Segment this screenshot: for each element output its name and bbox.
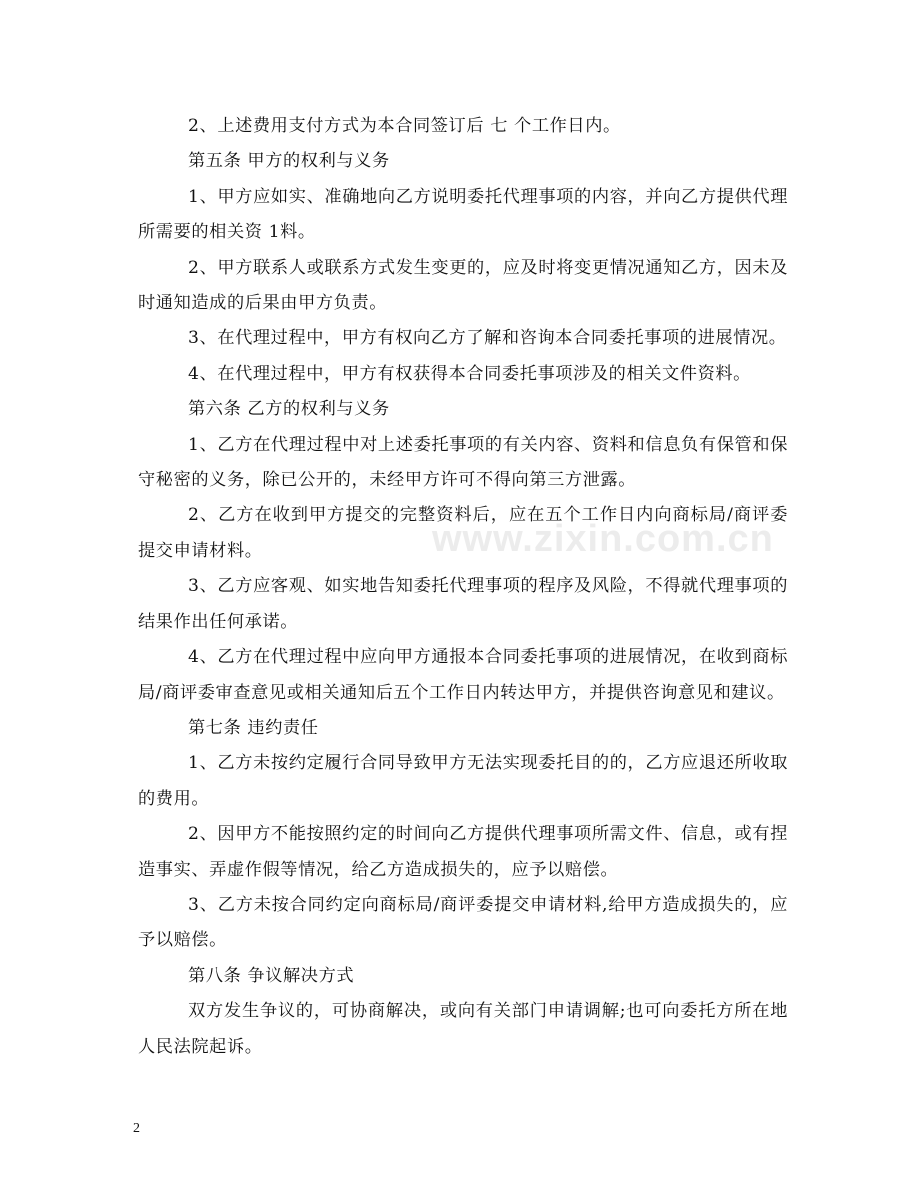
paragraph-5-3: 3、在代理过程中，甲方有权向乙方了解和咨询本合同委托事项的进展情况。 [188, 328, 787, 349]
heading-article-7: 第七条 违约责任 [188, 717, 319, 738]
paragraph-7-1: 1、乙方未按约定履行合同导致甲方无法实现委托目的的，乙方应退还所收取的费用。 [138, 753, 788, 809]
watermark: www.zixin.com.cn [432, 518, 774, 560]
paragraph-6-2: 2、乙方在收到甲方提交的完整资料后，应在五个工作日内向商标局/商评委提交申请材料。 [138, 505, 788, 561]
paragraph-7-3: 3、乙方未按合同约定向商标局/商评委提交申请材料,给甲方造成损失的，应予以赔偿。 [138, 894, 788, 951]
page-number: 2 [133, 1121, 140, 1136]
paragraph-6-3: 3、乙方应客观、如实地告知委托代理事项的程序及风险，不得就代理事项的结果作出任何承诺。 [138, 576, 788, 632]
paragraph-7-2: 2、因甲方不能按照约定的时间向乙方提供代理事项所需文件、信息，或有捏造事实、弄虚作假等情况，给乙方造成损失的，应予以赔偿。 [138, 824, 788, 880]
paragraph-payment-term: 2、上述费用支付方式为本合同签订后 七 个工作日内。 [188, 116, 621, 136]
document-body [138, 109, 788, 1065]
heading-article-6: 第六条 乙方的权利与义务 [188, 399, 390, 420]
heading-article-8: 第八条 争议解决方式 [188, 965, 355, 986]
paragraph-6-4: 4、乙方在代理过程中应向甲方通报本合同委托事项的进展情况，在收到商标局/商评委审查意见或相关通知后五个工作日内转达甲方，并提供咨询意见和建议。 [138, 647, 788, 703]
paragraph-6-1: 1、乙方在代理过程中对上述委托事项的有关内容、资料和信息负有保管和保守秘密的义务，除已公开的，未经甲方许可不得向第三方泄露。 [138, 434, 788, 491]
paragraph-5-2: 2、甲方联系人或联系方式发生变更的，应及时将变更情况通知乙方，因未及时通知造成的后果由甲方负责。 [138, 257, 788, 314]
paragraph-8-1: 双方发生争议的，可协商解决，或向有关部门申请调解;也可向委托方所在地人民法院起诉。 [138, 1001, 788, 1057]
paragraph-5-1: 1、甲方应如实、准确地向乙方说明委托代理事项的内容，并向乙方提供代理所需要的相关资 1料。 [138, 186, 788, 243]
heading-article-5: 第五条 甲方的权利与义务 [188, 151, 390, 172]
paragraph-5-4: 4、在代理过程中，甲方有权获得本合同委托事项涉及的相关文件资料。 [188, 363, 751, 384]
